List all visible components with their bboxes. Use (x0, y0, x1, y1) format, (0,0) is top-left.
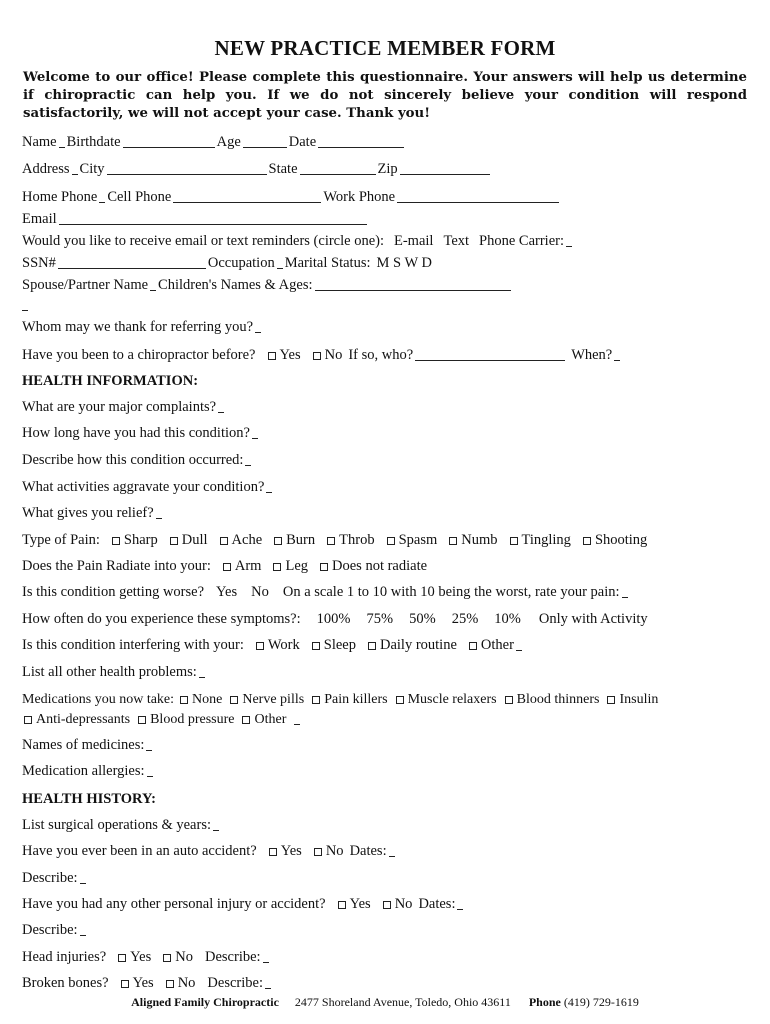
zip-label: Zip (377, 161, 398, 177)
interfering-label: Is this condition interfering with your: (22, 637, 244, 653)
complaints-row (22, 396, 748, 416)
radiate-option: Arm (234, 558, 262, 574)
reminders-label: Would you like to receive email or text reminders (circle one): (22, 233, 384, 249)
email-field[interactable] (59, 224, 367, 225)
spouse-field[interactable] (150, 290, 156, 291)
date-field[interactable] (318, 147, 404, 148)
reminders-row (22, 230, 748, 250)
worse-label: Is this condition getting worse? (22, 584, 205, 600)
intro-text: Welcome to our office! Please complete this questionnaire. Your answers will help us determine if chiropractic can help you. If we do not sincerely believe your condition will respond satisfactorily, we will not accept your case. Thank you! (23, 70, 747, 121)
head-describe-field[interactable] (263, 962, 269, 963)
pain-type-option: Spasm (398, 532, 438, 548)
auto-accident-row (22, 840, 748, 860)
pain-type-option: Numb (461, 532, 498, 548)
footer-phone: (419) 729-1619 (563, 995, 639, 1009)
radiate-leg-checkbox[interactable] (273, 563, 281, 571)
pain-type-option: Shooting (594, 532, 648, 548)
name-label: Name (22, 134, 57, 150)
email-label: Email (22, 211, 57, 227)
city-label: City (79, 161, 105, 177)
auto-dates-field[interactable] (389, 856, 395, 857)
frequency-option[interactable]: 25% (451, 611, 479, 627)
injury-row (22, 893, 748, 913)
interfering-other-field[interactable] (516, 650, 522, 651)
chiro-yes-checkbox[interactable] (268, 352, 276, 360)
health-history-header (22, 788, 748, 808)
meds-bp-checkbox[interactable] (138, 716, 146, 724)
injury-label: Have you had any other personal injury or accident? (22, 896, 326, 912)
state-field[interactable] (300, 174, 376, 175)
meds-antidepressants-checkbox[interactable] (24, 716, 32, 724)
interfering-sleep-checkbox[interactable] (312, 642, 320, 650)
meds-muscle-checkbox[interactable] (396, 696, 404, 704)
chiro-yes-label: Yes (279, 347, 301, 363)
worse-yes-option[interactable]: Yes (216, 584, 238, 600)
meds-painkillers-checkbox[interactable] (312, 696, 320, 704)
interfering-daily-checkbox[interactable] (368, 642, 376, 650)
injury-yes-checkbox[interactable] (338, 901, 346, 909)
cell-phone-label: Cell Phone (107, 189, 172, 205)
form-title: NEW PRACTICE MEMBER FORM (214, 36, 556, 60)
chiro-no-label: No (324, 347, 343, 363)
meds-option: Nerve pills (242, 692, 305, 707)
reminders-email-option[interactable]: E-mail (394, 233, 434, 249)
auto-yes-label: Yes (280, 843, 302, 859)
medicine-names-label: Names of medicines: (22, 737, 145, 753)
pain-type-option: Ache (231, 532, 263, 548)
pain-type-option: Tingling (521, 532, 571, 548)
aggravate-field[interactable] (266, 492, 272, 493)
footer-phone-label: Phone (528, 995, 561, 1009)
broken-bones-label: Broken bones? (22, 975, 109, 991)
auto-no-label: No (325, 843, 344, 859)
frequency-label: How often do you experience these symptoms?: (22, 611, 301, 627)
footer-address: 2477 Shoreland Avenue, Toledo, Ohio 43611 (294, 995, 511, 1009)
meds-option: Pain killers (324, 692, 388, 707)
spouse-row (22, 274, 748, 294)
meds-option: Blood pressure (150, 712, 235, 727)
health-info-header (22, 370, 748, 390)
referral-field[interactable] (255, 332, 261, 333)
email-row (22, 208, 748, 228)
pain-type-option: Sharp (123, 532, 158, 548)
auto-dates-label: Dates: (349, 843, 387, 859)
head-no-checkbox[interactable] (163, 954, 171, 962)
radiate-label: Does the Pain Radiate into your: (22, 558, 211, 574)
medications-row-1 (22, 688, 748, 708)
broken-bones-row (22, 972, 748, 992)
city-field[interactable] (107, 174, 267, 175)
phones-row (22, 186, 748, 206)
allergies-field[interactable] (147, 776, 153, 777)
age-label: Age (216, 134, 241, 150)
how-long-field[interactable] (252, 438, 258, 439)
referral-label: Whom may we thank for referring you? (22, 319, 254, 335)
meds-other-field[interactable] (294, 724, 300, 725)
pain-type-label: Type of Pain: (22, 532, 100, 548)
auto-no-checkbox[interactable] (314, 848, 322, 856)
medications-label: Medications you now take: (22, 692, 175, 707)
pain-numb-checkbox[interactable] (449, 537, 457, 545)
injury-describe-row (22, 919, 748, 939)
ssn-label: SSN# (22, 255, 56, 271)
broken-no-checkbox[interactable] (166, 980, 174, 988)
interfering-option: Daily routine (379, 637, 457, 653)
interfering-option: Sleep (323, 637, 356, 653)
other-problems-field[interactable] (199, 677, 205, 678)
chiro-before-label: Have you been to a chiropractor before? (22, 347, 256, 363)
health-history-title: HEALTH HISTORY: (22, 791, 156, 807)
frequency-option[interactable]: 10% (494, 611, 521, 627)
pain-dull-checkbox[interactable] (170, 537, 178, 545)
occupation-label: Occupation (207, 255, 275, 271)
interfering-other-checkbox[interactable] (469, 642, 477, 650)
if-so-label: If so, who? (348, 347, 414, 363)
complaints-field[interactable] (218, 412, 224, 413)
meds-insulin-checkbox[interactable] (607, 696, 615, 704)
frequency-option[interactable]: 50% (409, 611, 436, 627)
chiro-no-checkbox[interactable] (313, 352, 321, 360)
frequency-option[interactable]: 100% (316, 611, 351, 627)
children-continuation-row (22, 294, 748, 314)
meds-option: Anti-depressants (36, 712, 131, 727)
address-label: Address (22, 161, 70, 177)
allergies-label: Medication allergies: (22, 763, 145, 779)
auto-accident-label: Have you ever been in an auto accident? (22, 843, 257, 859)
auto-yes-checkbox[interactable] (269, 848, 277, 856)
address-row (22, 158, 748, 178)
allergies-row (22, 760, 748, 780)
chiro-when-field[interactable] (614, 360, 620, 361)
injury-describe-label: Describe: (22, 922, 78, 938)
pain-type-option: Burn (286, 532, 316, 548)
head-injuries-label: Head injuries? (22, 949, 107, 965)
aggravate-label: What activities aggravate your condition? (22, 479, 265, 495)
meds-option: Insulin (619, 692, 659, 707)
medications-row-2 (22, 708, 748, 728)
name-row (22, 131, 748, 151)
marital-status-label: Marital Status: (284, 255, 371, 271)
zip-field[interactable] (400, 174, 490, 175)
state-label: State (268, 161, 298, 177)
pain-type-option: Throb (339, 532, 375, 548)
head-yes-label: Yes (130, 949, 152, 965)
radiate-arm-checkbox[interactable] (223, 563, 231, 571)
meds-option: Blood thinners (516, 692, 600, 707)
pain-spasm-checkbox[interactable] (387, 537, 395, 545)
pain-sharp-checkbox[interactable] (112, 537, 120, 545)
pain-burn-checkbox[interactable] (274, 537, 282, 545)
broken-no-label: No (177, 975, 196, 991)
children-continuation-field[interactable] (22, 310, 28, 311)
reminders-text-option[interactable]: Text (443, 233, 470, 249)
how-long-row (22, 422, 748, 442)
injury-dates-field[interactable] (457, 909, 463, 910)
head-yes-checkbox[interactable] (118, 954, 126, 962)
broken-yes-checkbox[interactable] (121, 980, 129, 988)
address-field[interactable] (72, 174, 78, 175)
pain-shooting-checkbox[interactable] (583, 537, 591, 545)
auto-describe-label: Describe: (22, 870, 78, 886)
work-phone-field[interactable] (397, 202, 559, 203)
injury-dates-label: Dates: (418, 896, 456, 912)
radiate-option: Leg (285, 558, 309, 574)
auto-describe-field[interactable] (80, 883, 86, 884)
medicine-names-field[interactable] (146, 750, 152, 751)
birthdate-label: Birthdate (66, 134, 121, 150)
pain-ache-checkbox[interactable] (220, 537, 228, 545)
relief-row (22, 502, 748, 522)
pain-scale-label: On a scale 1 to 10 with 10 being the worst, rate your pain: (282, 584, 620, 600)
pain-type-option: Dull (181, 532, 208, 548)
relief-label: What gives you relief? (22, 505, 154, 521)
marital-status-options[interactable]: M S W D (376, 255, 432, 271)
auto-describe-row (22, 867, 748, 887)
interfering-work-checkbox[interactable] (256, 642, 264, 650)
referral-row (22, 316, 748, 336)
meds-option: Muscle relaxers (407, 692, 497, 707)
pain-type-row (22, 529, 748, 549)
date-label: Date (288, 134, 317, 150)
frequency-option[interactable]: 75% (366, 611, 394, 627)
spouse-label: Spouse/Partner Name (22, 277, 149, 293)
footer-practice-name: Aligned Family Chiropractic (131, 995, 279, 1009)
radiate-none-checkbox[interactable] (320, 563, 328, 571)
phone-carrier-label: Phone Carrier: (479, 233, 564, 249)
broken-describe-field[interactable] (265, 988, 271, 989)
ssn-field[interactable] (58, 268, 206, 269)
pain-scale-field[interactable] (622, 597, 628, 598)
meds-none-checkbox[interactable] (180, 696, 188, 704)
age-field[interactable] (243, 147, 287, 148)
how-long-label: How long have you had this condition? (22, 425, 250, 441)
head-injuries-row (22, 946, 748, 966)
ssn-row (22, 252, 748, 272)
frequency-row (22, 608, 748, 628)
pain-throb-checkbox[interactable] (327, 537, 335, 545)
worse-row (22, 581, 748, 601)
home-phone-label: Home Phone (22, 189, 98, 205)
surgeries-row (22, 814, 748, 834)
interfering-row (22, 634, 748, 654)
meds-option: Other (254, 712, 287, 727)
injury-yes-label: Yes (349, 896, 371, 912)
occurred-field[interactable] (245, 465, 251, 466)
meds-nerve-checkbox[interactable] (230, 696, 238, 704)
occurred-row (22, 449, 748, 469)
radiate-row (22, 555, 748, 575)
chiro-before-row (22, 344, 748, 364)
when-label: When? (571, 347, 613, 363)
head-no-label: No (175, 949, 193, 965)
medicine-names-row (22, 734, 748, 754)
meds-thinners-checkbox[interactable] (505, 696, 513, 704)
interfering-option: Work (267, 637, 300, 653)
surgeries-label: List surgical operations & years: (22, 817, 211, 833)
phone-carrier-field[interactable] (566, 246, 572, 247)
complaints-label: What are your major complaints? (22, 399, 217, 415)
head-describe-label: Describe: (205, 949, 261, 965)
injury-no-checkbox[interactable] (383, 901, 391, 909)
frequency-option[interactable]: Only with Activity (538, 611, 648, 627)
children-label: Children's Names & Ages: (158, 277, 313, 293)
broken-yes-label: Yes (132, 975, 154, 991)
health-info-title: HEALTH INFORMATION: (22, 373, 199, 389)
other-problems-label: List all other health problems: (22, 664, 197, 680)
radiate-option: Does not radiate (332, 558, 428, 574)
pain-tingling-checkbox[interactable] (510, 537, 518, 545)
meds-option: None (192, 692, 223, 707)
children-field[interactable] (315, 290, 511, 291)
cell-phone-field[interactable] (173, 202, 321, 203)
surgeries-field[interactable] (213, 830, 219, 831)
birthdate-field[interactable] (123, 147, 215, 148)
footer (0, 995, 770, 1010)
occurred-label: Describe how this condition occurred: (22, 452, 244, 468)
name-field[interactable] (59, 147, 65, 148)
occupation-field[interactable] (277, 268, 283, 269)
work-phone-label: Work Phone (323, 189, 396, 205)
injury-no-label: No (394, 896, 413, 912)
other-problems-row (22, 661, 748, 681)
worse-no-option[interactable]: No (251, 584, 269, 600)
interfering-option: Other (480, 637, 514, 653)
broken-describe-label: Describe: (207, 975, 263, 991)
chiro-who-field[interactable] (415, 360, 565, 361)
home-phone-field[interactable] (99, 202, 105, 203)
relief-field[interactable] (156, 518, 162, 519)
aggravate-row (22, 476, 748, 496)
injury-describe-field[interactable] (80, 935, 86, 936)
meds-other-checkbox[interactable] (242, 716, 250, 724)
